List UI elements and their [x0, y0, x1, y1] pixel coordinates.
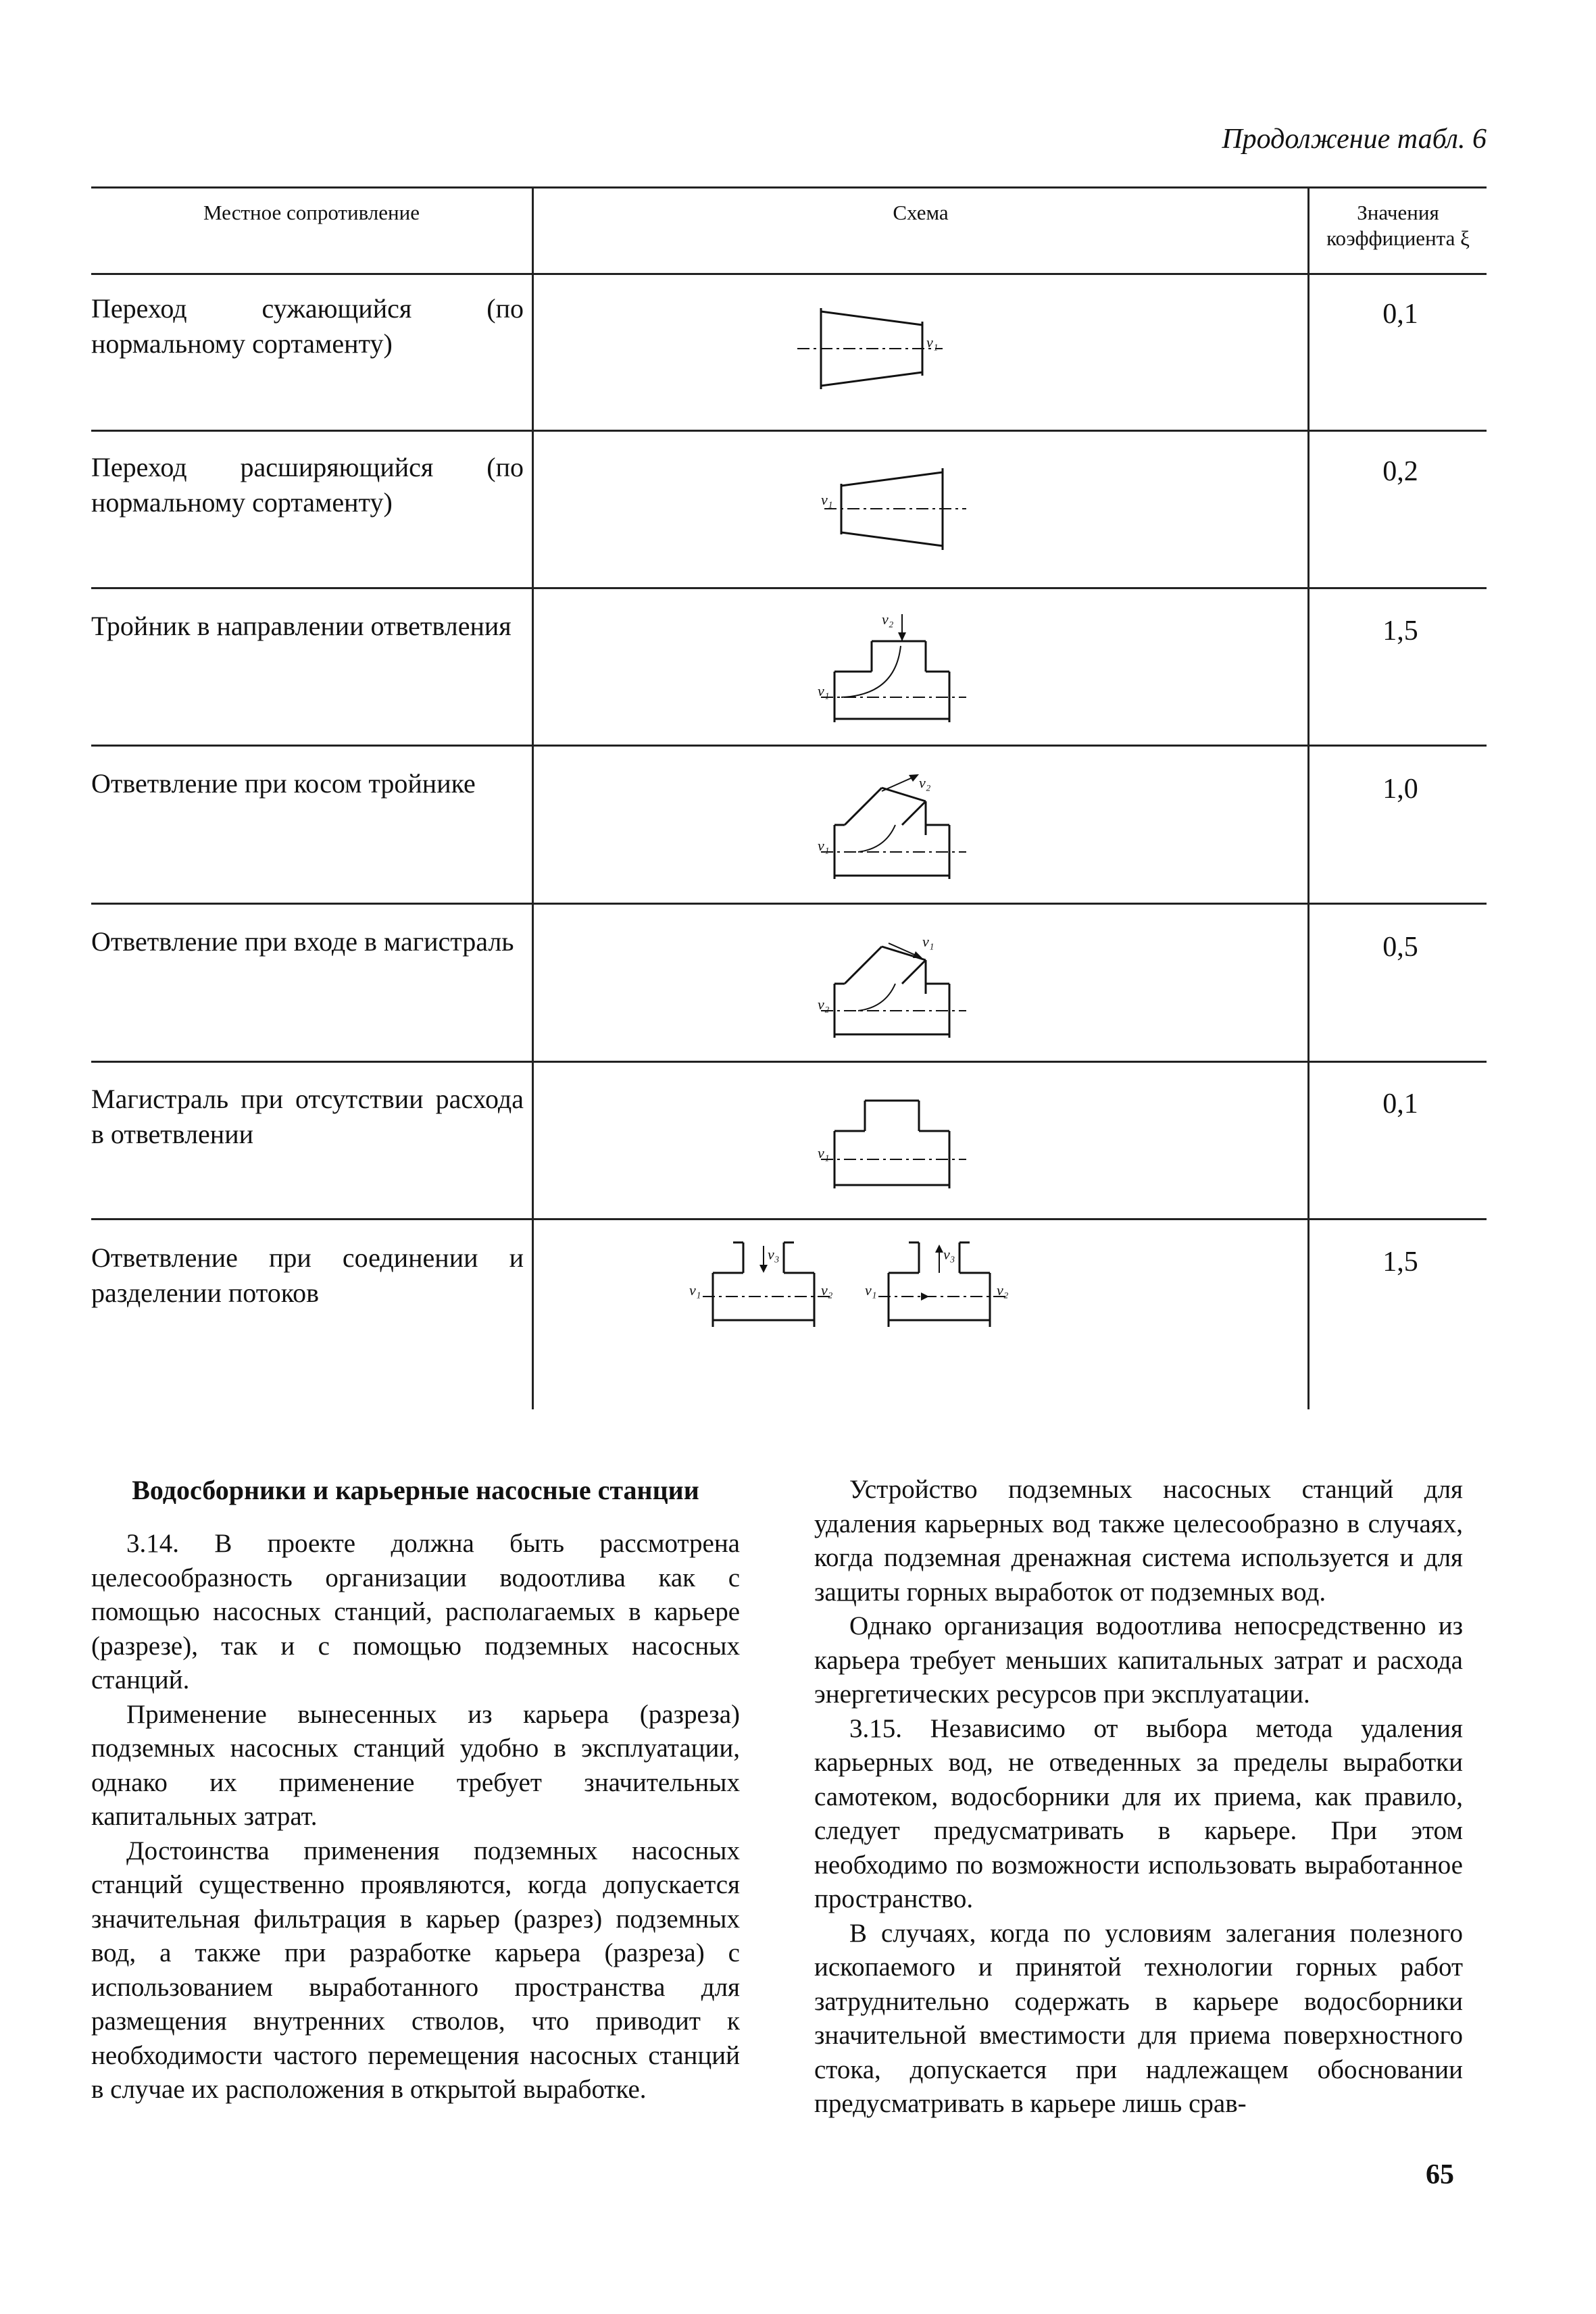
- header-coef-line2: коэффициента ξ: [1326, 226, 1470, 250]
- table-rule: [91, 430, 1487, 432]
- velocity-label-main: v₂: [818, 996, 830, 1013]
- row-value: 0,5: [1382, 932, 1418, 963]
- row-name: Ответвление при входе в магистраль: [91, 926, 514, 957]
- velocity-label-out: v₂: [997, 1282, 1009, 1299]
- section-heading: Водосборники и карьерные насосные станции: [132, 1475, 699, 1505]
- scheme-merging-flows: [686, 1232, 862, 1367]
- scheme-tee-branch: [794, 604, 970, 739]
- velocity-label-out: v₂: [821, 1282, 833, 1299]
- velocity-label-main: v₁: [818, 682, 830, 699]
- row-value: 1,5: [1382, 1247, 1418, 1278]
- paragraph: Применение вынесенных из карьера (разреза) подземных насосных станций удобно в эксплуатации, однако их применение требует значительных капитальных затрат.: [91, 1699, 740, 1831]
- paragraph: Устройство подземных насосных станций для удаления карьерных вод также целесообразно в случаях, когда подземная дренажная система используется и для защиты горных выработок от подземных вод.: [814, 1475, 1463, 1607]
- paragraph: 3.14. В проекте должна быть рассмотрена целесообразность организации водоотлива как с помощью насосных станций, располагаемых в карьере (разрезе), так и с помощью подземных насосных станций.: [91, 1529, 740, 1694]
- scheme-oblique-tee-branch: [794, 761, 970, 896]
- row-name: Тройник в направлении ответвления: [91, 611, 512, 641]
- scheme-dividing-flows: [862, 1232, 1037, 1367]
- scheme-expanding-transition: [794, 453, 970, 561]
- paragraph: Достоинства применения подземных насосных станций существенно проявляются, когда допускается значительная фильтрация в карьер (разрез) подземных вод, а также при разработке карьера (разреза) с использованием выработанного пространства для размещения внутренних стволов, что приводит к необходимости частого перемещения насосных станций в случае их расположения в открытой выработке.: [91, 1836, 740, 2104]
- table-rule: [91, 745, 1487, 747]
- paragraph: Однако организация водоотлива непосредственно из карьера требует меньших капитальных затрат и расхода энергетических ресурсов при эксплуатации.: [814, 1611, 1463, 1709]
- header-resistance: Местное сопротивление: [203, 201, 420, 224]
- row-name: Переход сужающийся (по нормальному сортаменту): [91, 293, 524, 359]
- table-rule: [91, 1061, 1487, 1063]
- table-rule: [91, 903, 1487, 905]
- table-rule-header: [91, 273, 1487, 275]
- header-coef-line1: Значения: [1357, 201, 1439, 224]
- velocity-label-in: v₁: [865, 1282, 877, 1299]
- velocity-label: v₁: [821, 491, 833, 508]
- left-text-column: [91, 1473, 740, 2107]
- velocity-label-branch: v₂: [882, 611, 894, 628]
- velocity-label-in: v₁: [689, 1282, 701, 1299]
- scheme-branch-into-main: [794, 920, 970, 1055]
- velocity-label-branch: v₂: [919, 774, 931, 791]
- velocity-label-branch: v₃: [768, 1246, 780, 1263]
- resistance-table: [91, 186, 1487, 1409]
- table-rule: [91, 1218, 1487, 1220]
- right-text-column: [814, 1473, 1463, 2121]
- velocity-label: v₁: [818, 1145, 830, 1161]
- scheme-main-no-branch-flow: [794, 1077, 970, 1212]
- table-col-divider: [1307, 186, 1310, 1409]
- header-coefficient: [1310, 200, 1487, 251]
- table-rule-top: [91, 186, 1487, 188]
- row-value: 1,0: [1382, 774, 1418, 805]
- row-name: Ответвление при соединении и разделении потоков: [91, 1242, 524, 1308]
- velocity-label-branch: v₃: [943, 1246, 955, 1263]
- velocity-label-branch: v₁: [922, 933, 934, 950]
- paragraph: 3.15. Независимо от выбора метода удаления карьерных вод, не отведенных за пределы выработки самотеком, водосборники для их приема, как правило, следует предусматривать в карьере. При этом необходимо по возможности использовать выработанное пространство.: [814, 1713, 1463, 1913]
- scheme-narrowing-transition: [794, 295, 970, 403]
- table-caption: Продолжение табл. 6: [1222, 124, 1487, 155]
- row-name: Ответвление при косом тройнике: [91, 768, 476, 799]
- row-value: 0,1: [1382, 299, 1418, 330]
- paragraph: В случаях, когда по условиям залегания полезного ископаемого и принятой технологии горных работ затруднительно содержать в карьере водосборники значительной вместимости для приема поверхностного стока, допускается при надлежащем обосновании предусматривать в карьере лишь срав-: [814, 1918, 1463, 2118]
- table-rule: [91, 587, 1487, 589]
- page-number: 65: [1426, 2159, 1454, 2190]
- row-name: Магистраль при отсутствии расхода в ответвлении: [91, 1084, 524, 1149]
- row-value: 0,2: [1382, 456, 1418, 487]
- row-name: Переход расширяющийся (по нормальному сортаменту): [91, 452, 524, 518]
- header-scheme: Схема: [893, 201, 949, 224]
- table-col-divider: [532, 186, 534, 1409]
- velocity-label-main: v₁: [818, 837, 830, 854]
- row-value: 1,5: [1382, 615, 1418, 647]
- velocity-label: v₁: [926, 334, 939, 351]
- row-value: 0,1: [1382, 1088, 1418, 1120]
